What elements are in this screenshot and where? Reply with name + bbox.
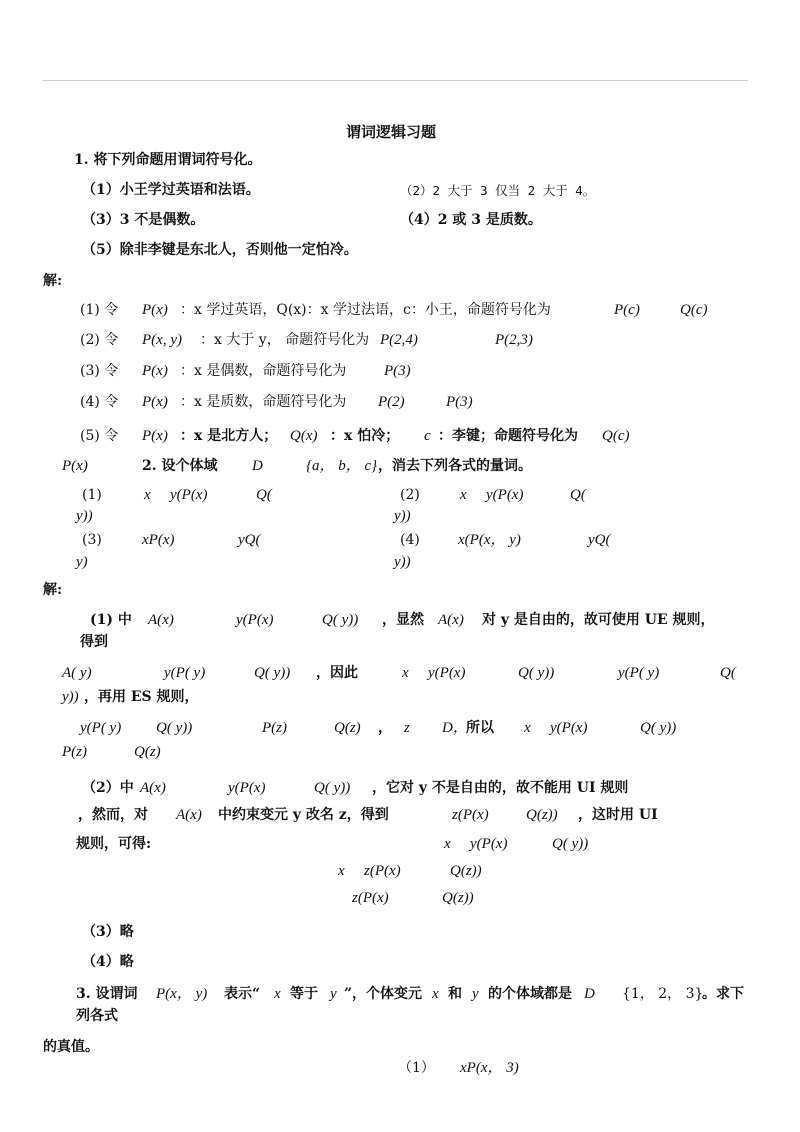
solution-2-p2-a: A( y) (62, 665, 92, 681)
solution-2-p3-d: Q(z) (334, 720, 361, 736)
question-2-item-2-b: y(P(x) (486, 487, 524, 503)
question-1-item-2: （2）2 大于 3 仅当 2 大于 4。 (400, 183, 596, 198)
question-2-item-2-num: (2) (400, 487, 420, 503)
solution-2-p2-d: ，因此 (316, 665, 358, 681)
solution-2-p4-g: A(x) (176, 807, 202, 823)
question-3-e: 等于 (290, 986, 318, 1002)
question-2-item-2-c: Q( (570, 487, 586, 503)
solution-1-line-2-lead: (2) 令 (80, 332, 119, 348)
question-3-var-x: x (274, 986, 281, 1002)
solution-2-p2-j: y)) (62, 689, 79, 705)
solution-1-line-1-text: ：x 学过英语，Q(x)：x 学过法语，c：小王，命题符号化为 (180, 302, 551, 318)
solution-2-p2-c: Q( y)) (254, 665, 291, 681)
question-3-n: 。求下 (702, 986, 744, 1002)
solution-1-line-4-formula-a: P(2) (378, 394, 405, 410)
solution-2-p4-e: ，它对 y 不是自由的，故不能用 UI 规则 (372, 780, 629, 796)
question-2-domain-symbol: D (252, 458, 263, 474)
solution-1-line-3-text: ：x 是偶数，命题符号化为 (180, 363, 347, 379)
question-3-var-y-2: y (472, 986, 479, 1002)
solution-2-p2-b: y(P( y) (164, 665, 206, 681)
question-2-heading-b: ，消去下列各式的量词。 (378, 458, 532, 474)
solution-2-p4-d: Q( y)) (314, 780, 351, 796)
question-3-p: 的真值。 (43, 1039, 99, 1055)
question-2-item-4-num: (4) (400, 532, 420, 548)
question-1-item-3: （3）3 不是偶数。 (82, 212, 205, 228)
solution-2-p2-h: y(P( y) (618, 665, 660, 681)
solution-1-line-4-text: ：x 是质数，命题符号化为 (180, 394, 347, 410)
question-2-item-3-c: y) (76, 554, 88, 570)
page-title: 谓词逻辑习题 (346, 123, 437, 141)
solution-2-p1-c: y(P(x) (236, 612, 274, 628)
solution-2-p3-a: y(P( y) (80, 720, 122, 736)
solution-1-line-5-const: c (424, 428, 431, 444)
question-1-heading: 1. 将下列命题用谓词符号化。 (74, 152, 262, 168)
solution-2-p2-g: Q( y)) (518, 665, 555, 681)
solution-1-line-1-formula-q: Q(c) (680, 302, 708, 318)
solution-1-label: 解: (43, 273, 63, 289)
solution-1-line-6-formula: P(x) (62, 458, 88, 474)
solution-2-p1-h: 得到 (80, 634, 108, 650)
solution-1-line-2-formula-b: P(2,3) (495, 332, 533, 348)
solution-1-line-5-text-b: ：x 怕冷； (330, 428, 400, 444)
question-3-domain-set: {1， 2， 3} (622, 986, 704, 1002)
solution-2-p1-f: A(x) (438, 612, 464, 628)
question-2-item-3-a: xP(x) (142, 532, 175, 548)
solution-1-line-2-formula: P(x, y) (142, 332, 182, 348)
solution-1-line-5-lead: (5) 令 (80, 428, 119, 444)
solution-2-item-4: （4）略 (82, 954, 134, 970)
solution-1-line-3-result: P(3) (384, 363, 411, 379)
header-rule (42, 80, 748, 81)
question-2-item-1-num: (1) (82, 487, 102, 503)
solution-1-line-4-formula: P(x) (142, 394, 168, 410)
question-3-a: 3. 设谓词 (76, 986, 138, 1002)
solution-2-p5-a: x (338, 863, 345, 879)
question-2-item-1-d: y)) (76, 508, 93, 524)
question-2-item-2-d: y)) (394, 508, 411, 524)
solution-1-line-2-text: ：x 大于 y， 命题符号化为 (200, 332, 370, 348)
question-3-var-y: y (330, 986, 337, 1002)
question-3-domain-symbol: D (584, 986, 595, 1002)
solution-1-line-5-formula-qc: Q(c) (602, 428, 630, 444)
solution-2-p1-d: Q( y)) (322, 612, 359, 628)
solution-2-p3-l: P(z) (62, 744, 87, 760)
solution-2-p2-f: y(P(x) (428, 665, 466, 681)
question-3-g: ”，个体变元 (344, 986, 423, 1002)
solution-2-p3-k: Q( y)) (640, 720, 677, 736)
solution-2-p6-b: Q(z)) (442, 890, 474, 906)
question-3-item-1-formula: xP(x， 3) (460, 1060, 519, 1076)
solution-1-line-4-formula-b: P(3) (446, 394, 473, 410)
solution-2-p2-e: x (402, 665, 409, 681)
solution-2-p3-f: z (404, 720, 410, 736)
solution-2-p6-a: z(P(x) (352, 890, 389, 906)
question-2-item-1-b: y(P(x) (170, 487, 208, 503)
solution-2-p3-j: y(P(x) (550, 720, 588, 736)
solution-2-p4-n: y(P(x) (470, 836, 508, 852)
solution-1-line-2-formula-a: P(2,4) (380, 332, 418, 348)
question-1-item-4: （4）2 或 3 是质数。 (400, 212, 542, 228)
question-2-item-4-a: x(P(x， y) (458, 532, 521, 548)
question-2-item-3-b: yQ( (238, 532, 261, 548)
solution-2-p3-i: x (524, 720, 531, 736)
question-1-item-5: （5）除非李键是东北人，否则他一定怕冷。 (82, 242, 358, 258)
question-2-item-1-c: Q( (256, 487, 272, 503)
solution-2-p4-f: ，然而，对 (78, 807, 148, 823)
solution-2-p4-k: ，这时用 UI (578, 807, 658, 823)
solution-2-p1-a: (1) 中 (90, 612, 132, 628)
solution-2-item-3: （3）略 (82, 924, 134, 940)
question-2-item-4-c: y)) (394, 554, 411, 570)
solution-2-p5-c: Q(z)) (450, 863, 482, 879)
solution-2-p4-m: x (444, 836, 451, 852)
solution-2-p3-e: ， (378, 720, 392, 736)
solution-2-p3-m: Q(z) (134, 744, 161, 760)
solution-2-p4-h: 中约束变元 y 改名 z，得到 (218, 807, 389, 823)
solution-2-p3-h: 所以 (466, 720, 494, 736)
question-1-item-1: （1）小王学过英语和法语。 (82, 182, 260, 198)
question-3-o: 列各式 (76, 1008, 118, 1024)
solution-2-p4-c: y(P(x) (228, 780, 266, 796)
question-2-item-2-a: x (460, 487, 467, 503)
question-3-item-1-num: （1） (398, 1060, 435, 1076)
solution-1-line-3-formula: P(x) (142, 363, 168, 379)
solution-1-line-4-lead: (4) 令 (80, 394, 119, 410)
solution-1-line-5-text-a: ：x 是北方人； (180, 428, 278, 444)
question-3-var-x-2: x (432, 986, 439, 1002)
solution-2-p2-i: Q( (720, 665, 736, 681)
solution-1-line-1-lead: (1) 令 (80, 302, 119, 318)
question-2-item-4-b: yQ( (588, 532, 611, 548)
solution-2-p1-e: ，显然 (382, 612, 424, 628)
solution-2-p2-k: ，再用 ES 规则， (84, 689, 199, 705)
solution-2-p4-a: （2）中 (82, 780, 134, 796)
solution-1-line-5-formula-q: Q(x) (290, 428, 318, 444)
question-3-k: 的个体域都是 (488, 986, 572, 1002)
question-2-domain-set: {a， b， c} (306, 458, 378, 474)
solution-1-line-1-formula-p: P(c) (614, 302, 640, 318)
question-3-c: 表示“ (224, 986, 261, 1002)
solution-2-p4-b: A(x) (140, 780, 166, 796)
solution-1-line-5-formula-p: P(x) (142, 428, 168, 444)
question-3-predicate: P(x， y) (156, 986, 208, 1002)
question-3-i: 和 (448, 986, 462, 1002)
solution-2-p4-i: z(P(x) (452, 807, 489, 823)
solution-2-p4-l: 规则，可得: (76, 836, 152, 852)
solution-2-p1-b: A(x) (148, 612, 174, 628)
solution-2-label: 解: (43, 582, 63, 598)
question-2-item-1-a: x (144, 487, 151, 503)
question-2-item-3-num: (3) (82, 532, 102, 548)
solution-1-line-5-text-c: ：李键；命题符号化为 (438, 428, 578, 444)
solution-2-p4-j: Q(z)) (526, 807, 558, 823)
solution-2-p5-b: z(P(x) (364, 863, 401, 879)
solution-2-p3-b: Q( y)) (156, 720, 193, 736)
solution-1-line-3-lead: (3) 令 (80, 363, 119, 379)
solution-2-p3-g: D， (442, 720, 468, 736)
question-2-heading-a: 2. 设个体域 (142, 458, 218, 474)
solution-2-p1-g: 对 y 是自由的，故可使用 UE 规则， (482, 612, 715, 628)
solution-2-p4-o: Q( y)) (552, 836, 589, 852)
solution-2-p3-c: P(z) (262, 720, 287, 736)
solution-1-line-1-formula: P(x) (142, 302, 168, 318)
